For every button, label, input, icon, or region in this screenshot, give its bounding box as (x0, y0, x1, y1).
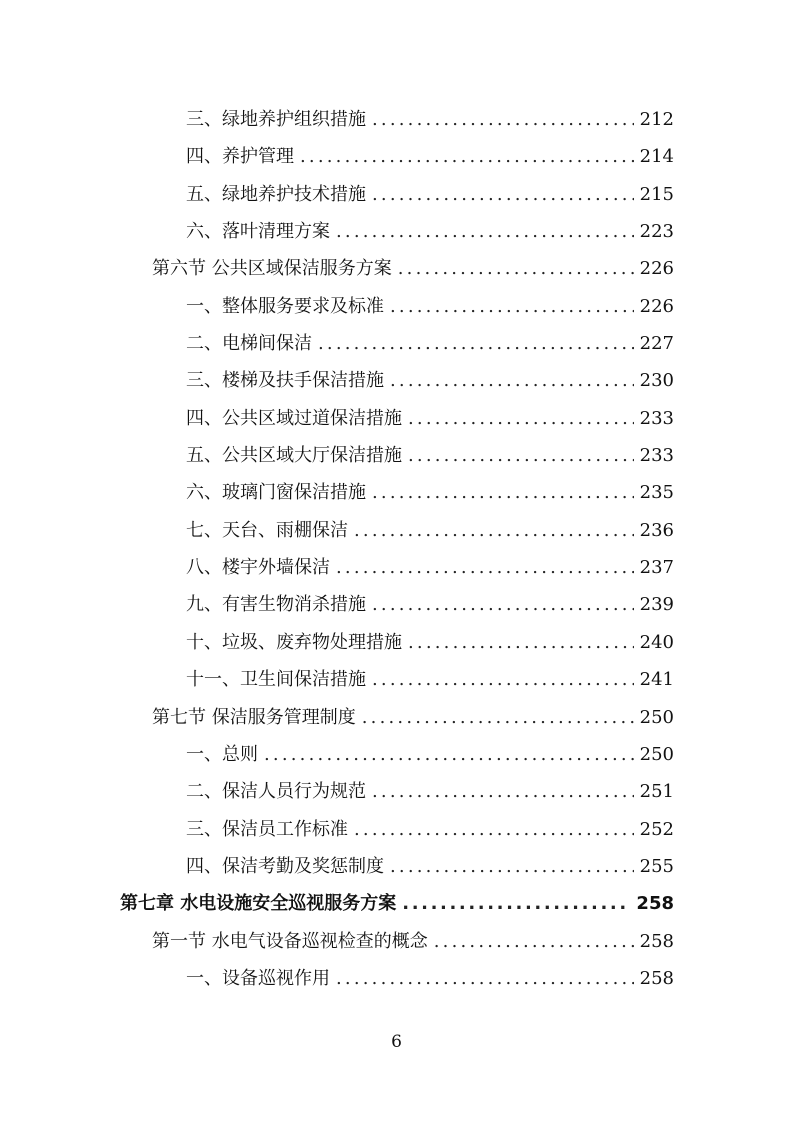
toc-entry-page: 258 (636, 893, 674, 915)
toc-entry-page: 250 (639, 706, 674, 728)
toc-entry-page: 236 (639, 519, 674, 541)
toc-entry-title: 一、设备巡视作用 (186, 967, 330, 989)
dot-leader (402, 885, 630, 922)
toc-entry-page: 233 (639, 445, 674, 467)
toc-entry-page: 250 (639, 743, 674, 765)
toc-entry[interactable] (0, 960, 793, 997)
toc-entry[interactable] (0, 362, 793, 399)
dot-leader (372, 586, 634, 623)
toc-entry[interactable] (0, 400, 793, 437)
toc-entry-page: 215 (639, 183, 674, 205)
toc-entry[interactable] (0, 736, 793, 773)
toc-entry-page: 212 (639, 109, 674, 130)
dot-leader (434, 923, 634, 960)
dot-leader (354, 512, 634, 549)
toc-entry[interactable] (0, 325, 793, 362)
toc-entry-page: 233 (639, 407, 674, 429)
toc-entry-page: 258 (639, 967, 674, 989)
toc-entry-page: 252 (639, 818, 674, 840)
toc-entry-title: 九、有害生物消杀措施 (186, 594, 366, 616)
toc-entry[interactable] (0, 923, 793, 960)
toc-entry[interactable] (0, 213, 793, 250)
toc-entry-page: 230 (639, 370, 674, 392)
toc-entry-title: 三、楼梯及扶手保洁措施 (186, 370, 384, 392)
toc-entry[interactable] (0, 773, 793, 810)
toc-entry-title: 四、保洁考勤及奖惩制度 (186, 855, 384, 877)
toc-entry-page: 226 (639, 295, 674, 317)
toc-entry-page: 258 (639, 930, 674, 952)
dot-leader (390, 288, 634, 325)
toc-entry-title: 五、公共区域大厅保洁措施 (186, 445, 402, 467)
toc-entry-title: 三、保洁员工作标准 (186, 818, 348, 840)
toc-entry[interactable] (0, 474, 793, 511)
toc-entry-title: 六、落叶清理方案 (186, 221, 330, 243)
toc-entry[interactable] (0, 699, 793, 736)
toc-entry-title: 五、绿地养护技术措施 (186, 183, 366, 205)
toc-entry[interactable] (0, 101, 793, 138)
toc-entry[interactable] (0, 811, 793, 848)
toc-entry-page: 223 (639, 221, 674, 243)
toc-entry[interactable] (0, 176, 793, 213)
dot-leader (372, 101, 634, 138)
toc-entry-page: 214 (639, 146, 674, 168)
toc-entry[interactable] (0, 437, 793, 474)
dot-leader (318, 325, 634, 362)
dot-leader (372, 474, 634, 511)
toc-entry-title: 四、公共区域过道保洁措施 (186, 407, 402, 429)
toc-entry-title: 八、楼宇外墙保洁 (186, 557, 330, 579)
toc-entry-page: 255 (639, 855, 674, 877)
table-of-contents (0, 101, 793, 997)
dot-leader (264, 736, 634, 773)
toc-entry[interactable] (0, 138, 793, 175)
toc-entry[interactable] (0, 288, 793, 325)
toc-entry-title: 一、整体服务要求及标准 (186, 295, 384, 317)
dot-leader (372, 661, 634, 698)
dot-leader (336, 960, 634, 997)
toc-entry-title: 二、保洁人员行为规范 (186, 781, 366, 803)
toc-entry-page: 251 (639, 781, 674, 803)
toc-entry[interactable] (0, 885, 793, 922)
dot-leader (354, 811, 634, 848)
toc-entry-page: 235 (639, 482, 674, 504)
dot-leader (398, 250, 634, 287)
dot-leader (336, 213, 634, 250)
dot-leader (390, 362, 634, 399)
toc-entry[interactable] (0, 848, 793, 885)
toc-entry-title: 第七节 保洁服务管理制度 (152, 706, 356, 728)
dot-leader (372, 176, 634, 213)
page-number: 6 (391, 1032, 402, 1052)
toc-entry[interactable] (0, 661, 793, 698)
toc-entry-page: 239 (639, 594, 674, 616)
toc-entry-title: 第一节 水电气设备巡视检查的概念 (152, 930, 428, 952)
toc-entry-title: 十一、卫生间保洁措施 (186, 669, 366, 691)
toc-entry[interactable] (0, 586, 793, 623)
toc-entry[interactable] (0, 624, 793, 661)
dot-leader (300, 138, 634, 175)
dot-leader (390, 848, 634, 885)
toc-entry-title: 六、玻璃门窗保洁措施 (186, 482, 366, 504)
toc-entry-page: 227 (639, 333, 674, 355)
toc-entry-page: 241 (639, 669, 674, 691)
toc-entry-title: 十、垃圾、废弃物处理措施 (186, 631, 402, 653)
toc-entry[interactable] (0, 250, 793, 287)
toc-entry-page: 237 (639, 557, 674, 579)
toc-entry[interactable] (0, 549, 793, 586)
toc-entry-title: 第六节 公共区域保洁服务方案 (152, 258, 392, 280)
toc-entry-title: 三、绿地养护组织措施 (186, 109, 366, 130)
toc-entry-page: 226 (639, 258, 674, 280)
toc-entry-title: 一、总则 (186, 743, 258, 765)
dot-leader (408, 624, 634, 661)
dot-leader (372, 773, 634, 810)
dot-leader (408, 400, 634, 437)
toc-entry-title: 第七章 水电设施安全巡视服务方案 (120, 893, 397, 915)
toc-entry[interactable] (0, 512, 793, 549)
dot-leader (362, 699, 634, 736)
toc-entry-title: 四、养护管理 (186, 146, 294, 168)
toc-entry-title: 二、电梯间保洁 (186, 333, 312, 355)
toc-entry-title: 七、天台、雨棚保洁 (186, 519, 348, 541)
dot-leader (336, 549, 634, 586)
toc-entry-page: 240 (639, 631, 674, 653)
dot-leader (408, 437, 634, 474)
